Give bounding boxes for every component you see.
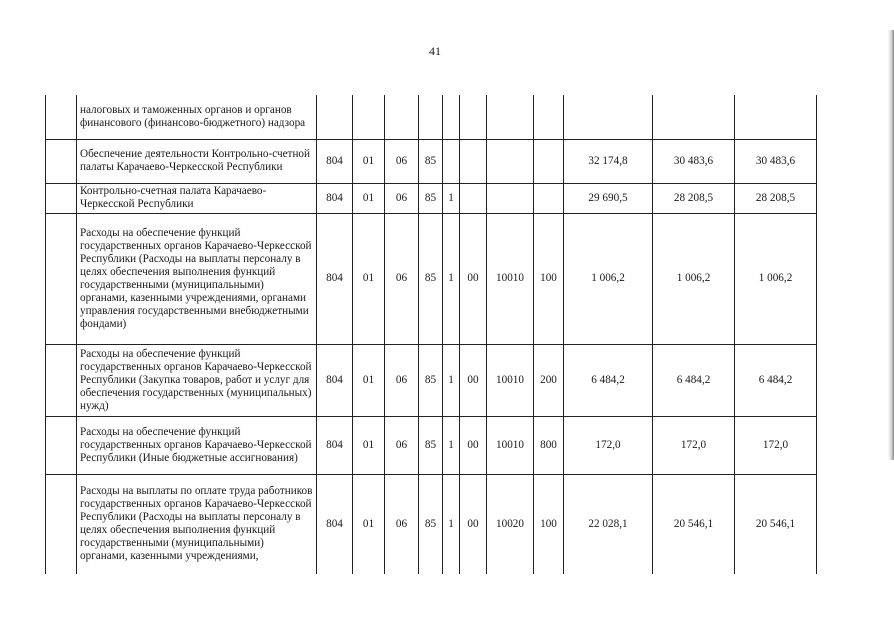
year3-amount-cell: 1 006,2 (735, 213, 817, 344)
program-cell: 85 (419, 183, 443, 213)
subprogram-cell: 1 (443, 183, 460, 213)
year3-amount-cell: 172,0 (735, 416, 817, 474)
year1-amount-cell: 22 028,1 (564, 474, 653, 574)
ved-cell: 804 (317, 344, 353, 416)
target-code-cell (487, 139, 534, 183)
table-row (46, 474, 817, 574)
year1-amount-cell: 29 690,5 (564, 183, 653, 213)
budget-table (45, 95, 817, 574)
row-name-cell: Обеспечение деятельности Контрольно-счетной палаты Карачаево-Черкесской Республики (77, 139, 317, 183)
subsection-cell: 06 (385, 474, 419, 574)
row-name-cell: Контрольно-счетная палата Карачаево-Черкесской Республики (77, 183, 317, 213)
year2-amount-cell: 20 546,1 (653, 474, 735, 574)
program-cell (419, 95, 443, 139)
direction-cell: 00 (460, 344, 487, 416)
table-row (46, 416, 817, 474)
year1-amount-cell (564, 95, 653, 139)
year1-amount-cell: 172,0 (564, 416, 653, 474)
expense-type-cell (534, 183, 564, 213)
subprogram-cell: 1 (443, 344, 460, 416)
expense-type-cell: 200 (534, 344, 564, 416)
blank-cell (46, 213, 77, 344)
year2-amount-cell: 30 483,6 (653, 139, 735, 183)
subsection-cell: 06 (385, 416, 419, 474)
ved-cell: 804 (317, 416, 353, 474)
year2-amount-cell: 6 484,2 (653, 344, 735, 416)
section-cell: 01 (353, 474, 385, 574)
ved-cell: 804 (317, 139, 353, 183)
subsection-cell: 06 (385, 139, 419, 183)
direction-cell: 00 (460, 416, 487, 474)
table-row (46, 183, 817, 213)
year2-amount-cell: 1 006,2 (653, 213, 735, 344)
program-cell: 85 (419, 474, 443, 574)
ved-cell: 804 (317, 213, 353, 344)
target-code-cell (487, 183, 534, 213)
subprogram-cell: 1 (443, 474, 460, 574)
subsection-cell: 06 (385, 213, 419, 344)
blank-cell (46, 474, 77, 574)
ved-cell: 804 (317, 183, 353, 213)
section-cell: 01 (353, 139, 385, 183)
year3-amount-cell: 28 208,5 (735, 183, 817, 213)
target-code-cell: 10020 (487, 474, 534, 574)
year3-amount-cell: 6 484,2 (735, 344, 817, 416)
row-name-cell: Расходы на выплаты по оплате труда работников государственных органов Карачаево-Черкесской Республики (Расходы на выплаты персоналу в целях обеспечения выполнения функций государственными (муниципальными) органами, казенными учреждениями, (77, 474, 317, 574)
section-cell: 01 (353, 213, 385, 344)
direction-cell (460, 95, 487, 139)
target-code-cell (487, 95, 534, 139)
target-code-cell: 10010 (487, 416, 534, 474)
direction-cell (460, 183, 487, 213)
year2-amount-cell: 28 208,5 (653, 183, 735, 213)
ved-cell: 804 (317, 474, 353, 574)
table-row (46, 139, 817, 183)
year1-amount-cell: 6 484,2 (564, 344, 653, 416)
year2-amount-cell (653, 95, 735, 139)
year3-amount-cell: 30 483,6 (735, 139, 817, 183)
subprogram-cell (443, 139, 460, 183)
subprogram-cell: 1 (443, 213, 460, 344)
program-cell: 85 (419, 213, 443, 344)
subsection-cell: 06 (385, 344, 419, 416)
year2-amount-cell: 172,0 (653, 416, 735, 474)
page-number: 41 (429, 44, 441, 58)
subsection-cell (385, 95, 419, 139)
target-code-cell: 10010 (487, 213, 534, 344)
subprogram-cell: 1 (443, 416, 460, 474)
section-cell (353, 95, 385, 139)
expense-type-cell (534, 95, 564, 139)
subsection-cell: 06 (385, 183, 419, 213)
blank-cell (46, 183, 77, 213)
expense-type-cell: 800 (534, 416, 564, 474)
blank-cell (46, 344, 77, 416)
blank-cell (46, 95, 77, 139)
table-row (46, 95, 817, 139)
ved-cell (317, 95, 353, 139)
program-cell: 85 (419, 344, 443, 416)
year3-amount-cell: 20 546,1 (735, 474, 817, 574)
target-code-cell: 10010 (487, 344, 534, 416)
expense-type-cell: 100 (534, 474, 564, 574)
year3-amount-cell (735, 95, 817, 139)
year1-amount-cell: 1 006,2 (564, 213, 653, 344)
year1-amount-cell: 32 174,8 (564, 139, 653, 183)
scan-edge-shadow (888, 30, 894, 460)
blank-cell (46, 139, 77, 183)
section-cell: 01 (353, 416, 385, 474)
program-cell: 85 (419, 416, 443, 474)
expense-type-cell (534, 139, 564, 183)
direction-cell (460, 139, 487, 183)
table-row (46, 213, 817, 344)
expense-type-cell: 100 (534, 213, 564, 344)
row-name-cell: Расходы на обеспечение функций государственных органов Карачаево-Черкесской Республики (Расходы на выплаты персоналу в целях обеспечения выполнения функций государственными (муниципальными) органами, казенными учреждениями, органами управления государственными внебюджетными фондами) (77, 213, 317, 344)
section-cell: 01 (353, 183, 385, 213)
direction-cell: 00 (460, 213, 487, 344)
table-row (46, 344, 817, 416)
subprogram-cell (443, 95, 460, 139)
direction-cell: 00 (460, 474, 487, 574)
row-name-cell: Расходы на обеспечение функций государственных органов Карачаево-Черкесской Республики (Иные бюджетные ассигнования) (77, 416, 317, 474)
blank-cell (46, 416, 77, 474)
row-name-cell: налоговых и таможенных органов и органов финансового (финансово-бюджетного) надзора (77, 95, 317, 139)
row-name-cell: Расходы на обеспечение функций государственных органов Карачаево-Черкесской Республики (Закупка товаров, работ и услуг для обеспечения государственных (муниципальных) нужд) (77, 344, 317, 416)
section-cell: 01 (353, 344, 385, 416)
program-cell: 85 (419, 139, 443, 183)
